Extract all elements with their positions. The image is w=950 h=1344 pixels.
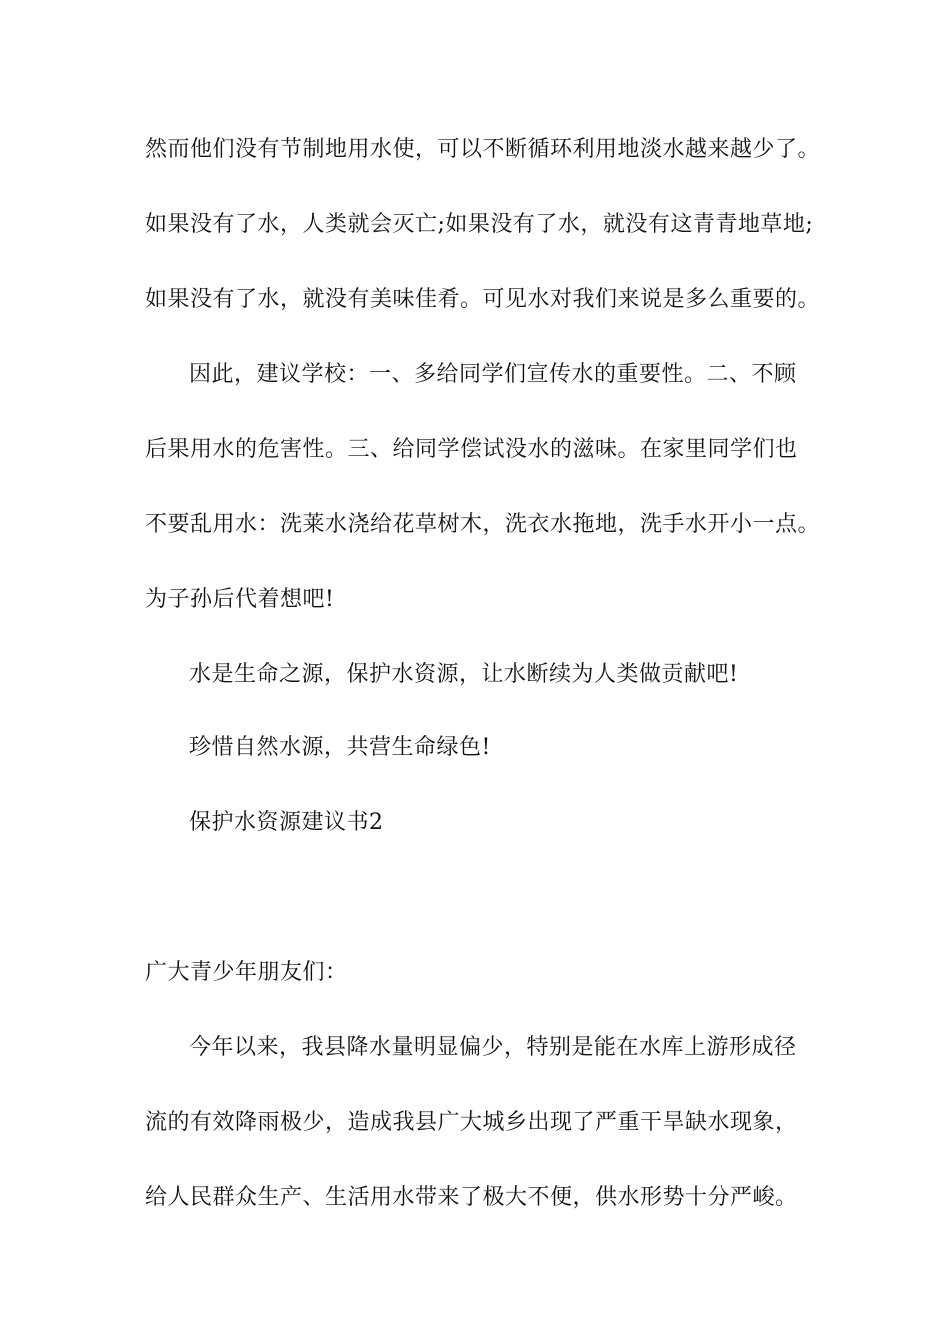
paragraph-start-line: 今年以来，我县降水量明显偏少，特别是能在水库上游形成径 bbox=[189, 1035, 797, 1060]
text-line: 后果用水的危害性。三、给同学偿试没水的滋味。在家里同学们也 bbox=[145, 437, 798, 462]
text-line: 然而他们没有节制地用水使，可以不断循环利用地淡水越来越少了。 bbox=[145, 137, 821, 162]
salutation: 广大青少年朋友们： bbox=[145, 960, 348, 985]
paragraph-start-line: 珍惜自然水源，共营生命绿色! bbox=[189, 735, 491, 760]
text-line: 如果没有了水，就没有美味佳肴。可见水对我们来说是多么重要的。 bbox=[145, 287, 821, 312]
text-line: 为子孙后代着想吧! bbox=[145, 587, 335, 612]
paragraph-start-line: 水是生命之源，保护水资源，让水断续为人类做贡献吧! bbox=[189, 662, 739, 687]
paragraph-start-line: 因此，建议学校：一、多给同学们宣传水的重要性。二、不顾 bbox=[189, 362, 797, 387]
text-line: 不要乱用水：洗莱水浇给花草树木，洗衣水拖地，洗手水开小一点。 bbox=[145, 512, 821, 537]
text-line: 流的有效降雨极少，造成我县广大城乡出现了严重干旱缺水现象， bbox=[145, 1110, 798, 1135]
section-title: 保护水资源建议书2 bbox=[189, 810, 384, 835]
text-line: 如果没有了水，人类就会灭亡;如果没有了水，就没有这青青地草地; bbox=[145, 212, 814, 237]
text-line: 给人民群众生产、生活用水带来了极大不便，供水形势十分严峻。 bbox=[145, 1185, 798, 1210]
